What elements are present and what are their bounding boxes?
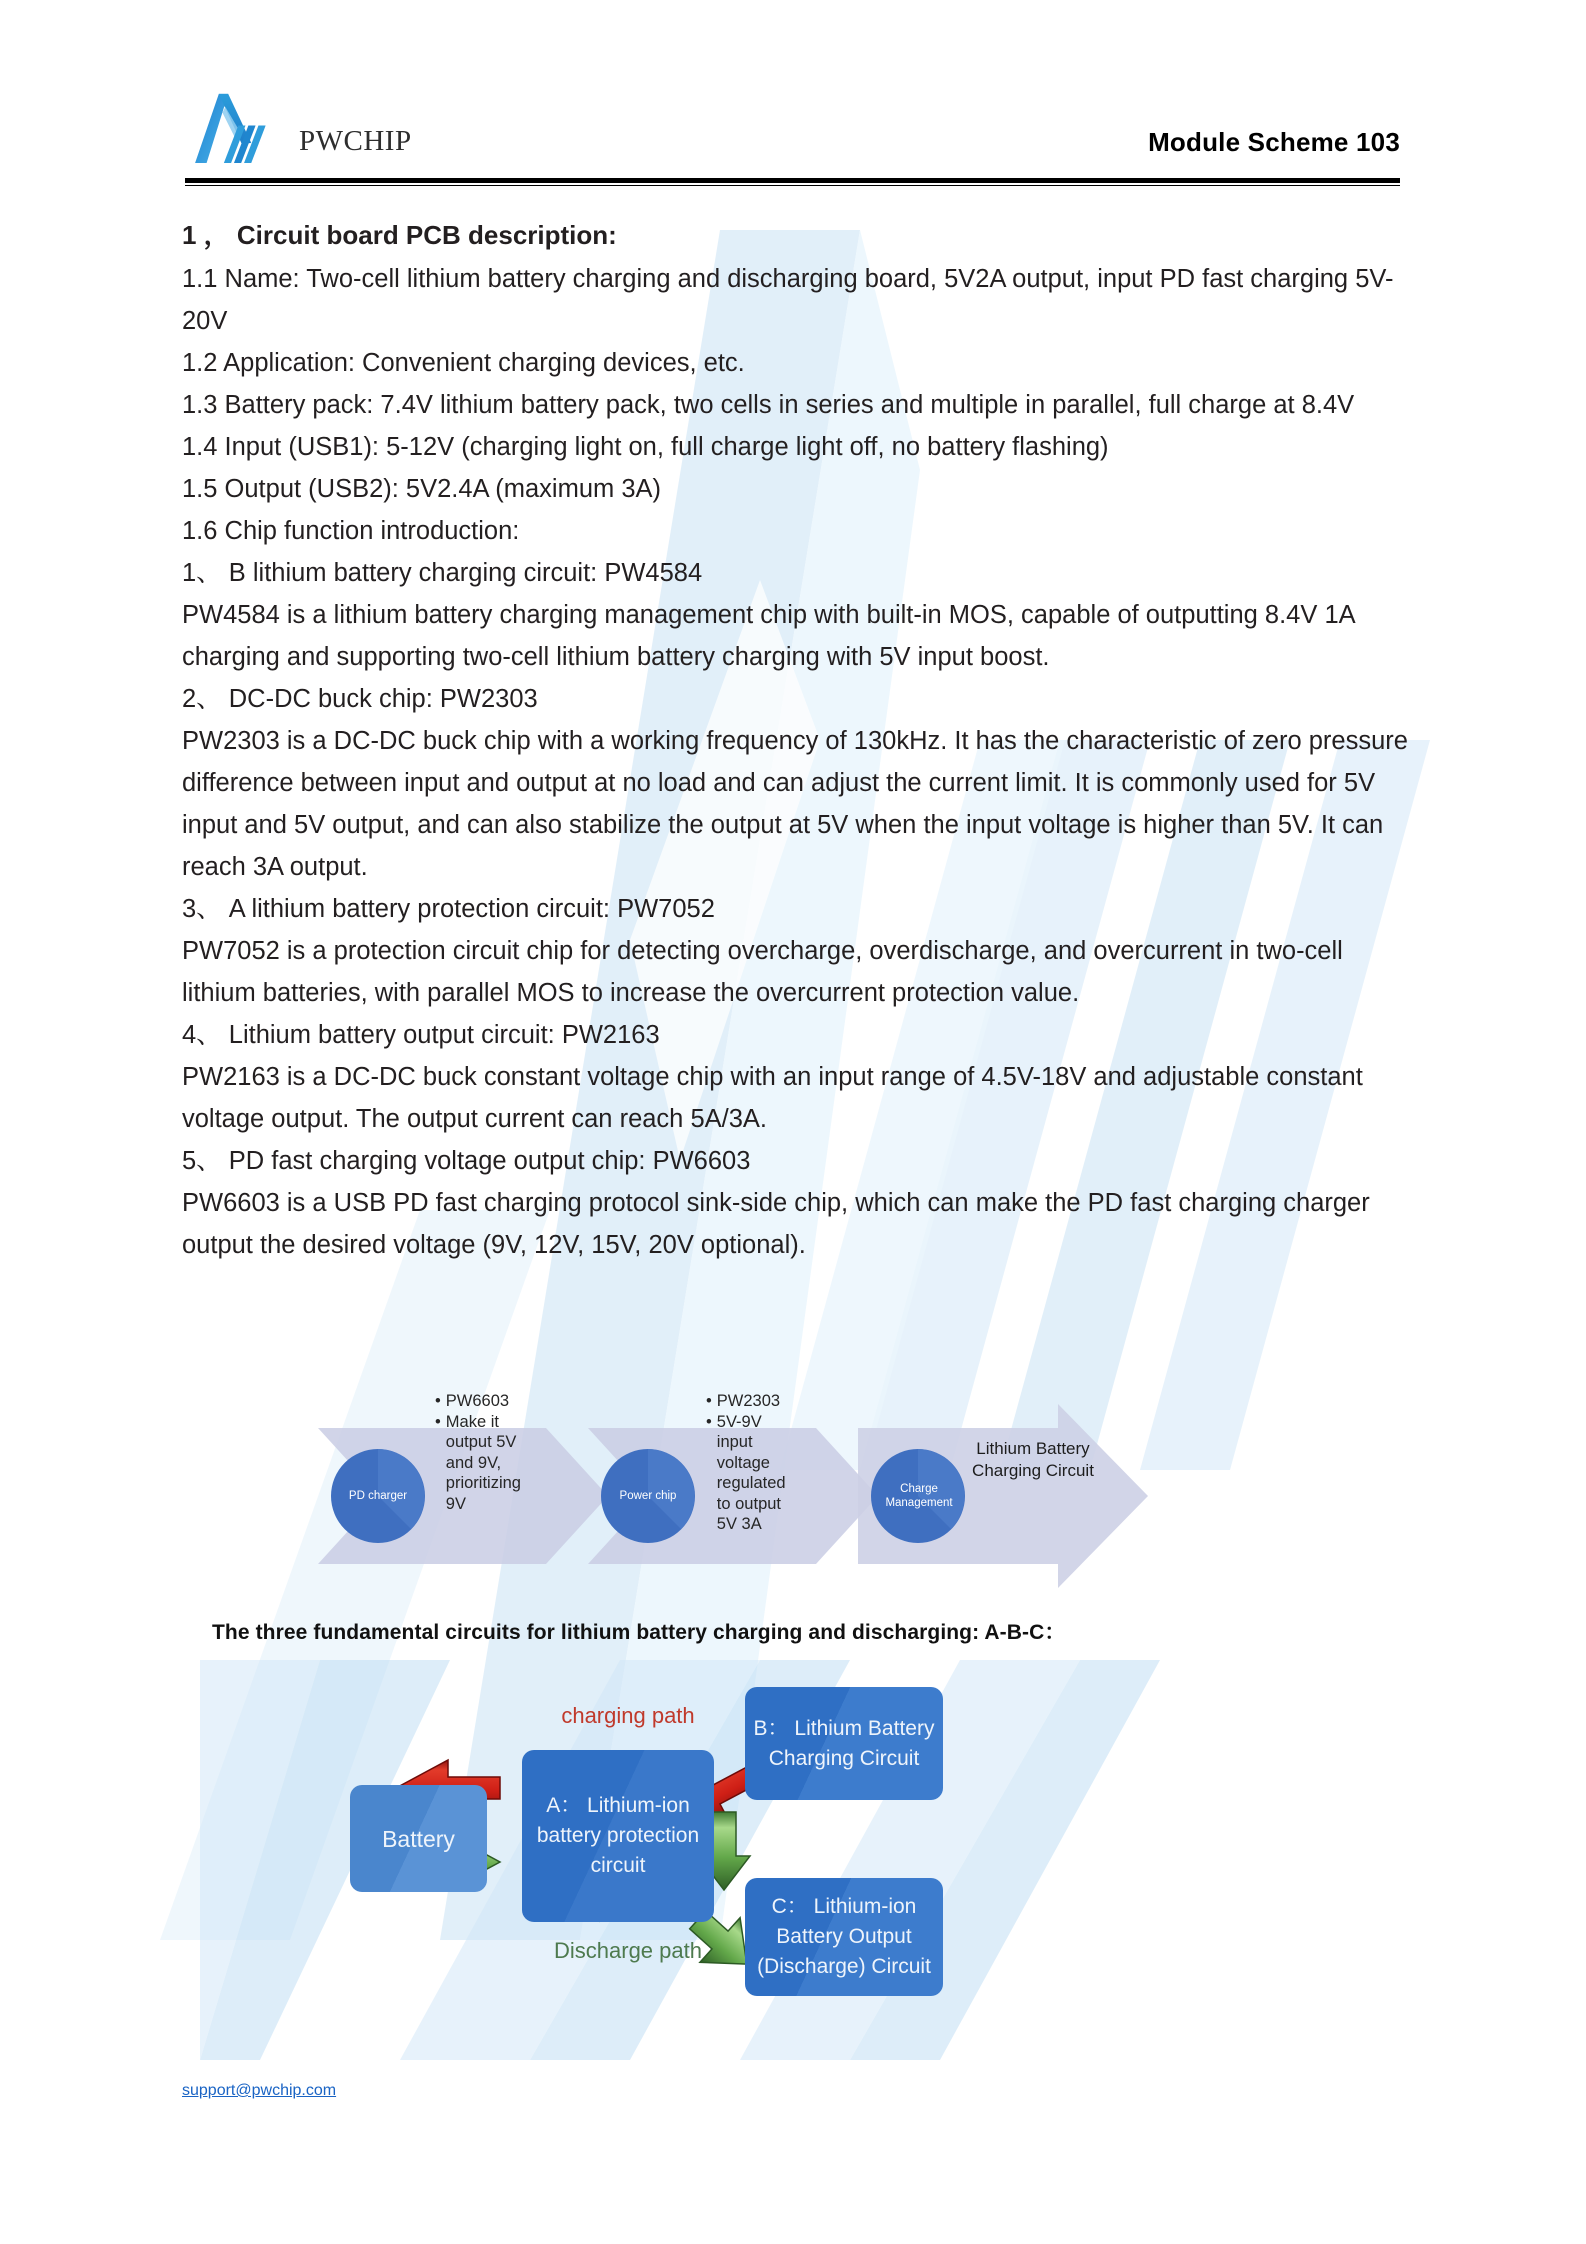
chip-item-2-desc: PW2303 is a DC-DC buck chip with a working frequency of 130kHz. It has the characteristic of zero pressure difference between input and output at no load and can adjust the current limit. It is commonly used for 5V input and 5V output, and can also stabilize the output at 5V when the input voltage is higher than 5V. It can reach 3A output.	[182, 727, 1416, 881]
paragraph-1-4: 1.4 Input (USB1): 5-12V (charging light on, full charge light off, no battery flashing)	[182, 433, 1109, 461]
paragraph-1-6: 1.6 Chip function introduction:	[182, 517, 520, 545]
chip-item-1-desc: PW4584 is a lithium battery charging management chip with built-in MOS, capable of outputting 8.4V 1A charging and supporting two-cell lithium battery charging with 5V input boost.	[182, 601, 1362, 671]
page-header	[185, 60, 1400, 170]
chip-item-1-title: 1、 B lithium battery charging circuit: PW4584	[182, 559, 703, 587]
battery-box	[350, 1785, 487, 1892]
step-3-circle-label: Charge Management	[885, 1483, 953, 1509]
process-flow-diagram	[318, 1392, 1218, 1591]
section-heading: 1 ， Circuit board PCB description:	[182, 220, 617, 250]
paragraph-1-1: 1.1 Name: Two-cell lithium battery charging and discharging board, 5V2A output, input PD fast charging 5V-20V	[182, 265, 1394, 335]
bullet-dot: •	[435, 1412, 441, 1431]
step-2-bullet-2: 5V-9V input voltage regulated to output 5V 3A	[716, 1412, 786, 1533]
step-3-text: Lithium Battery Charging Circuit	[972, 1439, 1094, 1480]
diagram-caption: The three fundamental circuits for lithium battery charging and discharging: A-B-C：	[212, 1621, 1066, 1644]
c-output-circuit-box	[745, 1878, 943, 1996]
bullet-dot: •	[706, 1412, 712, 1431]
step-2-circle-label: Power chip	[619, 1490, 677, 1502]
bullet-dot: •	[706, 1392, 712, 1410]
b-charging-circuit-box	[745, 1687, 943, 1800]
chip-item-5-title: 5、 PD fast charging voltage output chip: PW6603	[182, 1147, 751, 1175]
abc-block-diagram	[200, 1660, 1400, 2060]
charging-path-label: charging path	[561, 1703, 695, 1728]
c-label: C： Lithium-ion Battery Output (Discharge) Circuit	[757, 1895, 931, 1978]
document-body	[182, 214, 1416, 1266]
step-1-bullets	[435, 1391, 521, 1514]
step-2-bullets	[706, 1391, 788, 1535]
paragraph-1-3: 1.3 Battery pack: 7.4V lithium battery pack, two cells in series and multiple in parallel, full charge at 8.4V	[182, 391, 1355, 419]
step-1-circle-label: PD charger	[348, 1490, 408, 1502]
protection-circuit-box	[522, 1750, 714, 1922]
page-footer	[182, 2082, 336, 2100]
chip-item-4-desc: PW2163 is a DC-DC buck constant voltage chip with an input range of 4.5V-18V and adjustable constant voltage output. The output current can reach 5A/3A.	[182, 1063, 1370, 1133]
header-divider	[185, 178, 1400, 183]
chip-item-3-desc: PW7052 is a protection circuit chip for detecting overcharge, overdischarge, and overcurrent in two-cell lithium batteries, with parallel MOS to increase the overcurrent protection value.	[182, 937, 1350, 1007]
brand-wordmark: PWCHIP	[299, 125, 412, 157]
bullet-dot: •	[435, 1392, 441, 1410]
discharge-path-label: Discharge path	[554, 1938, 702, 1963]
chip-item-2-title: 2、 DC-DC buck chip: PW2303	[182, 685, 538, 713]
paragraph-1-5: 1.5 Output (USB2): 5V2.4A (maximum 3A)	[182, 475, 662, 503]
battery-label: Battery	[382, 1825, 455, 1852]
paragraph-1-2: 1.2 Application: Convenient charging devices, etc.	[182, 349, 745, 377]
step-1-bullet-2: Make it output 5V and 9V, prioritizing 9V	[445, 1412, 521, 1513]
protection-label: A： Lithium-ion battery protection circuit	[536, 1794, 700, 1877]
support-email-link[interactable]: support@pwchip.com	[182, 2082, 337, 2099]
b-label: B： Lithium Battery Charging Circuit	[753, 1716, 935, 1770]
pw-logo-icon	[185, 88, 293, 166]
page-title: Module Scheme 103	[1148, 127, 1400, 157]
chip-item-3-title: 3、 A lithium battery protection circuit: PW7052	[182, 895, 715, 923]
chip-item-4-title: 4、 Lithium battery output circuit: PW2163	[182, 1021, 660, 1049]
chip-item-5-desc: PW6603 is a USB PD fast charging protocol sink-side chip, which can make the PD fast charging charger output the desired voltage (9V, 12V, 15V, 20V optional).	[182, 1189, 1377, 1259]
step-2-bullet-1: PW2303	[716, 1392, 781, 1410]
brand-logo	[185, 88, 412, 166]
step-1-bullet-1: PW6603	[445, 1392, 510, 1410]
